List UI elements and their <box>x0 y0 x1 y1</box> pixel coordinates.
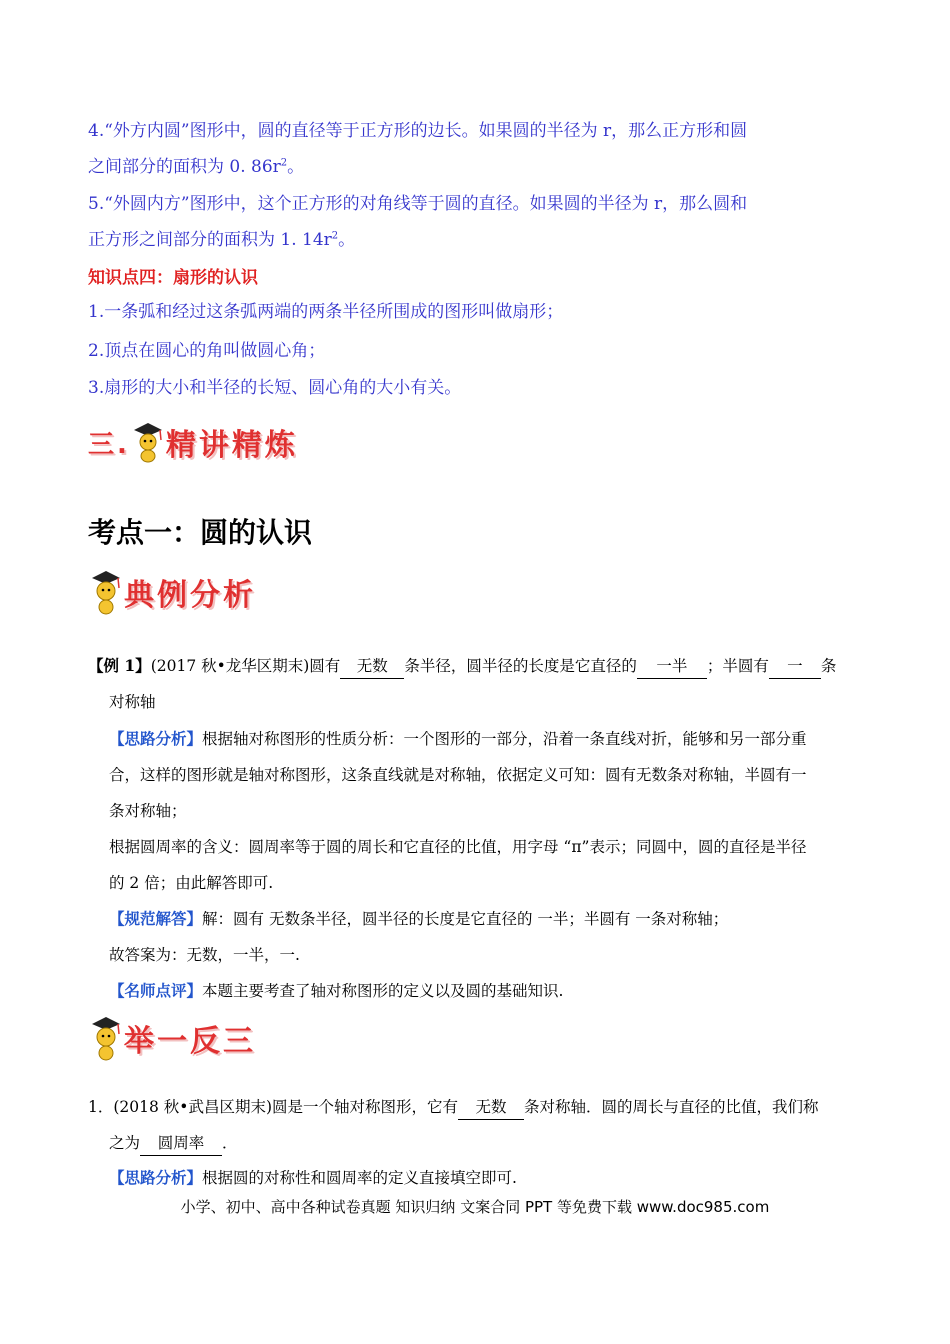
example1-solution <box>109 907 728 931</box>
practice-banner-title: 举一反三 <box>124 1024 256 1059</box>
analysis-tag: 【思路分析】 <box>109 730 203 748</box>
sector-item-2: 2.顶点在圆心的角叫做圆心角； <box>88 341 326 361</box>
example1-analysis-1 <box>109 727 807 751</box>
footer-text: 小学、初中、高中各种试卷真题 知识归纳 文案合同 PPT 等免费下载 www.doc985.com <box>180 1198 770 1216</box>
example1-blank-3: 一 <box>769 654 821 679</box>
knowledge-line-4b-text: 之间部分的面积为 0. 86r <box>88 157 281 177</box>
example1-question-line2: 对称轴 <box>109 693 156 711</box>
analysis-tag: 【思路分析】 <box>109 1169 203 1187</box>
example1-source: (2017 秋•龙华区期末)圆有 <box>150 657 341 675</box>
example1-answer: 故答案为：无数，一半，一. <box>109 946 300 964</box>
comment-tag: 【名师点评】 <box>109 982 203 1000</box>
example1-analysis-2: 合，这样的图形就是轴对称图形，这条直线就是对称轴，依据定义可知：圆有无数条对称轴，半圆有一 <box>109 766 807 784</box>
practice1-question <box>88 1095 819 1120</box>
example1-question <box>88 654 836 679</box>
practice1-blank-2: 圆周率 <box>140 1131 222 1156</box>
sector-item-3: 3.扇形的大小和半径的长短、圆心角的大小有关。 <box>88 378 462 398</box>
kaodian-title: 考点一：圆的认识 <box>88 516 313 549</box>
example1-analysis-3: 条对称轴； <box>109 802 187 820</box>
part3-banner <box>88 420 298 464</box>
practice-banner <box>88 1014 256 1062</box>
example-banner-title: 典例分析 <box>124 578 256 613</box>
analysis-text: 根据轴对称图形的性质分析：一个图形的一部分，沿着一条直线对折，能够和另一部分重 <box>202 730 807 748</box>
graduation-mascot-icon <box>130 420 166 464</box>
superscript: 2 <box>280 157 288 169</box>
example1-comment <box>109 979 563 1003</box>
solution-tag: 【规范解答】 <box>109 910 203 928</box>
example1-blank-2: 一半 <box>637 654 707 679</box>
graduation-mascot-icon <box>88 568 124 616</box>
example1-label: 【例 1】 <box>88 656 151 675</box>
knowledge-line-4b <box>88 154 304 180</box>
example1-mid-2: ；半圆有 <box>706 657 769 675</box>
superscript: 2 <box>331 230 339 242</box>
example1-mid-1: 条半径，圆半径的长度是它直径的 <box>404 657 637 675</box>
practice1-line2-post: ． <box>222 1134 238 1152</box>
example1-blank-1: 无数 <box>340 654 404 679</box>
part3-number: 三. <box>88 429 130 460</box>
example1-analysis-5: 的 2 倍；由此解答即可. <box>109 874 274 892</box>
practice1-question-line2 <box>109 1131 238 1156</box>
practice1-analysis <box>109 1166 517 1190</box>
practice1-line2-pre: 之为 <box>109 1134 141 1152</box>
section-4-title: 知识点四：扇形的认识 <box>88 268 258 288</box>
practice1-number: 1． <box>88 1098 114 1116</box>
knowledge-line-4b-end: 。 <box>287 157 305 177</box>
knowledge-line-4a: 4.“外方内圆”图形中，圆的直径等于正方形的边长。如果圆的半径为 r，那么正方形和圆 <box>88 121 748 141</box>
practice1-mid: 条对称轴．圆的周长与直径的比值，我们称 <box>524 1098 819 1116</box>
part3-title: 精讲精炼 <box>165 428 298 463</box>
knowledge-line-5a: 5.“外圆内方”图形中，这个正方形的对角线等于圆的直径。如果圆的半径为 r，那么圆和 <box>88 194 748 214</box>
example1-end: 条 <box>820 657 837 675</box>
practice1-analysis-text: 根据圆的对称性和圆周率的定义直接填空即可. <box>202 1169 517 1187</box>
knowledge-line-5b-text: 正方形之间部分的面积为 1. 14r <box>88 230 332 250</box>
solution-text: 解：圆有 无数条半径，圆半径的长度是它直径的 一半；半圆有 一条对称轴； <box>202 910 729 928</box>
comment-text: 本题主要考查了轴对称图形的定义以及圆的基础知识. <box>202 982 564 1000</box>
knowledge-line-5b-end: 。 <box>338 230 356 250</box>
graduation-mascot-icon <box>88 1014 124 1062</box>
knowledge-line-5b <box>88 227 355 253</box>
example1-analysis-4: 根据圆周率的含义：圆周率等于圆的周长和它直径的比值，用字母 “π”表示；同圆中，圆的直径是半径 <box>109 838 807 856</box>
example-banner <box>88 568 256 616</box>
sector-item-1: 1.一条弧和经过这条弧两端的两条半径所围成的图形叫做扇形； <box>88 302 564 322</box>
practice1-blank-1: 无数 <box>458 1095 524 1120</box>
practice1-pre: (2018 秋•武昌区期末)圆是一个轴对称图形，它有 <box>113 1098 458 1116</box>
